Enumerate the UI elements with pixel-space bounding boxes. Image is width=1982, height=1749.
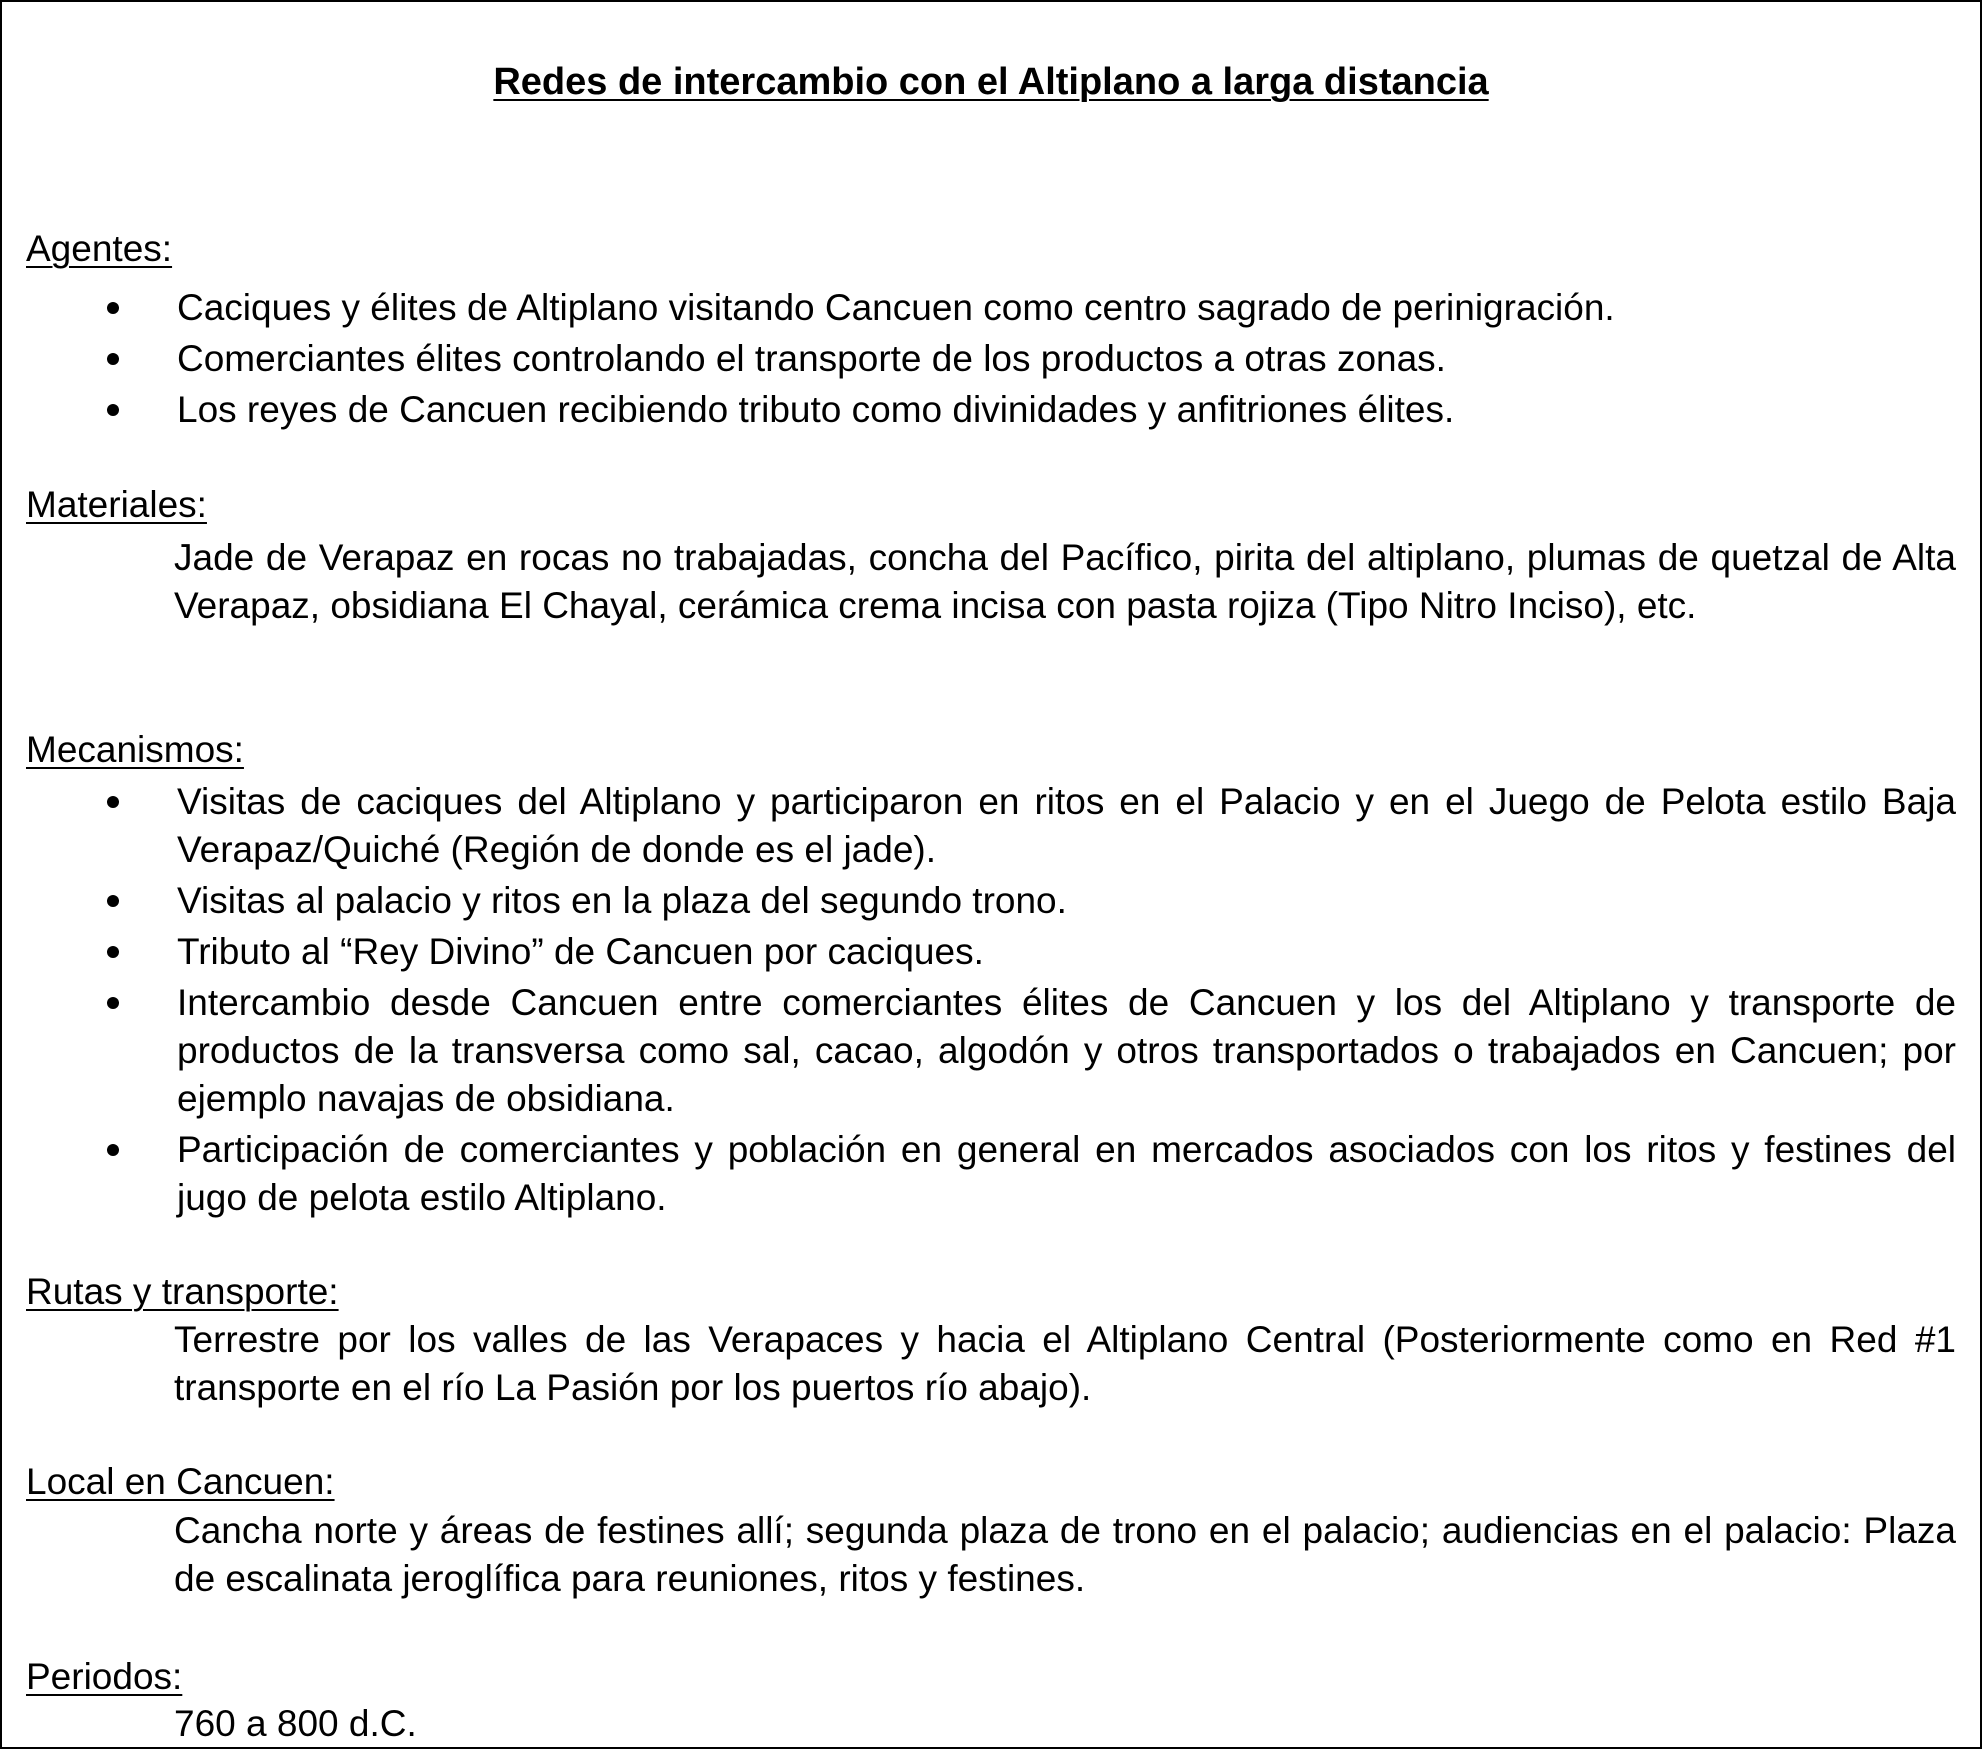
materiales-text: Jade de Verapaz en rocas no trabajadas, concha del Pacífico, pirita del altiplano, plumas de quetzal de Alta Verapaz, obsidiana El Chayal, cerámica crema incisa con pasta rojiza (Tipo Nitro Inciso), etc. [174, 537, 1956, 626]
bullet-icon [107, 946, 119, 958]
list-item-text: Los reyes de Cancuen recibiendo tributo como divinidades y anfitriones élites. [177, 389, 1455, 430]
list-item [2, 1126, 1980, 1222]
bullet-icon [107, 997, 119, 1009]
agentes-list [2, 284, 1980, 437]
heading-local: Local en Cancuen: [26, 1461, 335, 1502]
bullet-icon [107, 302, 119, 314]
list-item-text: Visitas al palacio y ritos en la plaza del segundo trono. [177, 880, 1067, 921]
list-item [2, 386, 1980, 434]
bullet-icon [107, 796, 119, 808]
bullet-icon [107, 353, 119, 365]
heading-periodos: Periodos: [26, 1656, 183, 1697]
periodos-text: 760 a 800 d.C. [174, 1703, 417, 1744]
list-item [2, 979, 1980, 1123]
list-item-text: Comerciantes élites controlando el transporte de los productos a otras zonas. [177, 338, 1446, 379]
list-item [2, 335, 1980, 383]
list-item-text: Participación de comerciantes y población en general en mercados asociados con los ritos y festines del jugo de pelota estilo Altiplano. [177, 1129, 1956, 1218]
heading-mecanismos: Mecanismos: [26, 729, 244, 770]
list-item-text: Tributo al “Rey Divino” de Cancuen por caciques. [177, 931, 984, 972]
list-item-text: Caciques y élites de Altiplano visitando Cancuen como centro sagrado de perinigración. [177, 287, 1615, 328]
bullet-icon [107, 1144, 119, 1156]
mecanismos-list [2, 778, 1980, 1225]
list-item [2, 928, 1980, 976]
list-item-text: Visitas de caciques del Altiplano y participaron en ritos en el Palacio y en el Juego de Pelota estilo Baja Verapaz/Quiché (Región de donde es el jade). [177, 781, 1956, 870]
local-text: Cancha norte y áreas de festines allí; segunda plaza de trono en el palacio; audiencias en el palacio: Plaza de escalinata jeroglífica para reuniones, ritos y festines. [174, 1510, 1956, 1599]
list-item [2, 778, 1980, 874]
page-title: Redes de intercambio con el Altiplano a larga distancia [493, 61, 1489, 103]
rutas-text: Terrestre por los valles de las Verapaces y hacia el Altiplano Central (Posteriormente como en Red #1 transporte en el río La Pasión por los puertos río abajo). [174, 1319, 1956, 1408]
bullet-icon [107, 404, 119, 416]
heading-materiales: Materiales: [26, 484, 207, 525]
list-item-text: Intercambio desde Cancuen entre comerciantes élites de Cancuen y los del Altiplano y transporte de productos de la transversa como sal, cacao, algodón y otros transportados o trabajados en Cancuen; por ejemplo navajas de obsidiana. [177, 982, 1956, 1119]
heading-agentes: Agentes: [26, 228, 173, 269]
list-item [2, 877, 1980, 925]
list-item [2, 284, 1980, 332]
heading-rutas: Rutas y transporte: [26, 1271, 339, 1312]
bullet-icon [107, 895, 119, 907]
